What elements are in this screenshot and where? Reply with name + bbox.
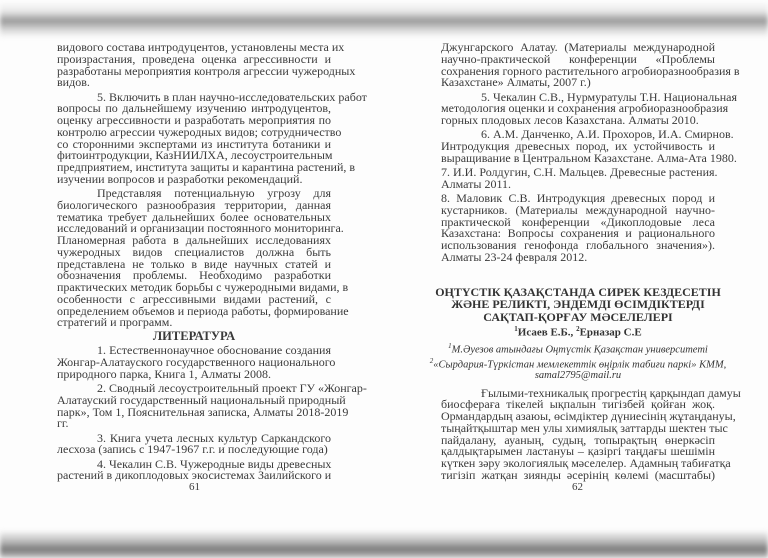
text-line: исследований и организации постоянного мониторинга.	[57, 221, 344, 236]
text-line: Казахстана: Вопросы сохранения и рационального	[441, 226, 715, 241]
article-affiliations: $^1$М.Әуезов атындағы Оңтүстік Қазақстан университеті $^2$«Сырдария-Түркістан мемлекеттік өңірлік табиғи паркі» КММ, samal2795@mail.ru	[426, 341, 730, 382]
text-line: фитоинтродукции, КазНИИЛХА, лесоустроительным	[57, 148, 333, 163]
text-line: Жонгар-Алатауского государственного национального	[57, 355, 336, 369]
text-line: определением объемов и периода работы, формирование	[57, 303, 349, 318]
text-line: 5. Включить в план научно-исследовательских работ	[97, 89, 367, 104]
text-line: использования генофонда глобального значения»).	[441, 238, 715, 252]
text-line: научно-практической конференции «Проблемы	[441, 51, 715, 66]
text-line: практических методик борьбы с чужеродными видами, в	[57, 280, 349, 294]
text-line: обозначения проблемы. Необходимо разработки	[57, 268, 331, 283]
text-line: Алматы 2011.	[441, 176, 512, 191]
text-line: Казахстане» Алматы, 2007 г.)	[441, 75, 591, 90]
text-line: разработаны мероприятия контроля агрессии чужеродных	[57, 63, 356, 78]
text-line: Представляя потенциальную угрозу для	[97, 186, 331, 200]
reference-item	[441, 40, 740, 90]
article-title: ОҢТҮСТІК ҚАЗАҚСТАНДА СИРЕК КЕЗДЕСЕТІН ЖӘНЕ РЕЛИКТІ, ЭНДЕМДІ ӨСІМДІКТЕРДІ САҚТАП-ҚОРҒАУ МӘСЕЛЕЛЕРІ	[435, 285, 721, 324]
reference-item	[441, 127, 737, 165]
text-line: Интродукция древесных пород, их устойчивость и	[441, 139, 715, 153]
scan-shadow-top	[0, 0, 768, 38]
author-email: samal2795@mail.ru	[534, 370, 622, 382]
paragraph	[441, 385, 741, 482]
text-line: горных плодовых лесов Казахстана. Алматы 2010.	[441, 113, 699, 127]
text-line: природного парка, Книга 1, Алматы 2008.	[57, 366, 271, 381]
text-line: парк», Том 1, Пояснительная записка, Алматы 2018-2019	[57, 404, 349, 419]
text-line: видового состава интродуцентов, установлены места их	[57, 40, 345, 54]
page-number-right: 62	[572, 481, 583, 493]
text-line: Ғылыми-техникалық прогрестің қарқындап дамуы	[481, 385, 741, 400]
text-line: выращивание в Центральном Казахстане. Алма-Ата 1980.	[441, 150, 737, 165]
text-line: особенности с агрессивными видами растений, с	[57, 291, 331, 306]
text-line: Ормандардың азаюы, өсімдіктер дүниесінің жұтаңдануы,	[441, 409, 736, 423]
left-page-text	[57, 40, 367, 483]
text-line: со сторонними экспертами из института ботаники и	[57, 136, 331, 151]
paragraph	[57, 89, 367, 186]
reference-item	[57, 343, 336, 381]
literature-heading: ЛИТЕРАТУРА	[152, 329, 236, 343]
paragraph	[57, 40, 356, 90]
text-line: стратегий и программ.	[57, 315, 173, 330]
text-line: практической конференции «Дикоплодовые леса	[441, 214, 715, 229]
text-line: биосфераға тікелей ықпалын тигізбей қойған жоқ.	[441, 397, 715, 412]
reference-item	[441, 165, 718, 191]
text-line: Алматы 23-24 февраля 2012.	[441, 249, 588, 264]
text-line: вопросы по дальнейшему изучению интродуцентов,	[57, 101, 331, 116]
page-number-left: 61	[189, 481, 200, 493]
text-line: лесхоза (запись с 1947-1967 г.г. и последующие года)	[57, 442, 328, 457]
text-line: пайдалану, ауаның, судың, топырақтың өнеркәсіп	[441, 432, 715, 447]
reference-item	[441, 89, 737, 127]
text-line: 8. Маловик С.В. Интродукция древесных пород и	[441, 191, 715, 205]
text-line: 4. Чекалин С.В. Чужеродные виды древесных	[97, 456, 332, 471]
text-line: предприятием, института защиты и карантина растений, в	[57, 160, 356, 174]
article-header	[426, 286, 730, 381]
text-line: оценку агрессивности и разработать мероприятия по	[57, 113, 331, 127]
text-line: Алатауский государственный национальный природный	[57, 392, 346, 407]
text-line: гг.	[57, 416, 69, 431]
text-line: произрастания, проведена оценка агрессивности и	[57, 51, 331, 66]
text-line: растений в дикоплодовых экосистемах Заилийского и	[57, 468, 332, 483]
paragraph	[57, 186, 349, 330]
scan-shadow-bottom	[0, 530, 768, 558]
reference-item	[57, 381, 367, 431]
text-line: изучении вопросов и разработки рекомендаций.	[57, 171, 303, 186]
text-line: кустарников. (Материалы международной научно-	[441, 202, 715, 217]
right-page-references	[441, 40, 740, 264]
text-line: 6. А.М. Данченко, А.И. Прохоров, И.А. Смирнов.	[481, 127, 734, 142]
text-line: 2. Сводный лесоустроительный проект ГУ «Жонгар-	[97, 381, 367, 395]
text-line: представлена не только в виде научных статей и	[57, 256, 331, 271]
reference-item	[57, 456, 332, 483]
text-line: қалдықтарымен ластануы – қазіргі таңдағы шешімін	[441, 444, 715, 459]
text-line: 1. Естественнонаучное обоснование создания	[97, 343, 331, 358]
text-line: 3. Книга учета лесных культур Саркандского	[97, 430, 331, 445]
text-line: 7. И.И. Ролдугин, С.Н. Мальцев. Древесные растения.	[441, 165, 718, 179]
text-line: тигізіп жатқан зиянды әсерінің көлемі (масштабы)	[441, 467, 715, 482]
text-line: методология оценки и сохранения агробиоразнообразия	[441, 101, 729, 116]
article-body	[441, 385, 741, 482]
text-line: видов.	[57, 75, 90, 90]
text-line: күткен зәру экологиялық мәселелер. Адамның табиғатқа	[441, 456, 731, 470]
text-line: Джунгарского Алатау. (Материалы международной	[441, 40, 715, 54]
article-authors: $^1$Исаев Е.Б., $^2$Ерназар С.Е	[514, 324, 642, 339]
text-line: контролю агрессии чужеродных видов; сотрудничество	[57, 124, 342, 139]
text-line: тыңайтқыштар мен улы химиялық заттарды шектен тыс	[441, 420, 728, 435]
reference-item	[57, 430, 331, 457]
text-line: Планомерная работа в дальнейших исследованиях	[57, 233, 331, 247]
text-line: сохранения горного растительного агробиоразнообразия в	[441, 63, 740, 78]
text-line: чужеродных видов специалистов должна быть	[57, 244, 331, 259]
text-line: тематика требует дальнейших более основательных	[57, 209, 331, 224]
reference-item	[441, 193, 715, 264]
text-line: 5. Чекалин С.В., Нурмуратулы Т.Н. Национальная	[481, 89, 737, 104]
text-line: биологического разнообразия территории, данная	[57, 197, 331, 212]
